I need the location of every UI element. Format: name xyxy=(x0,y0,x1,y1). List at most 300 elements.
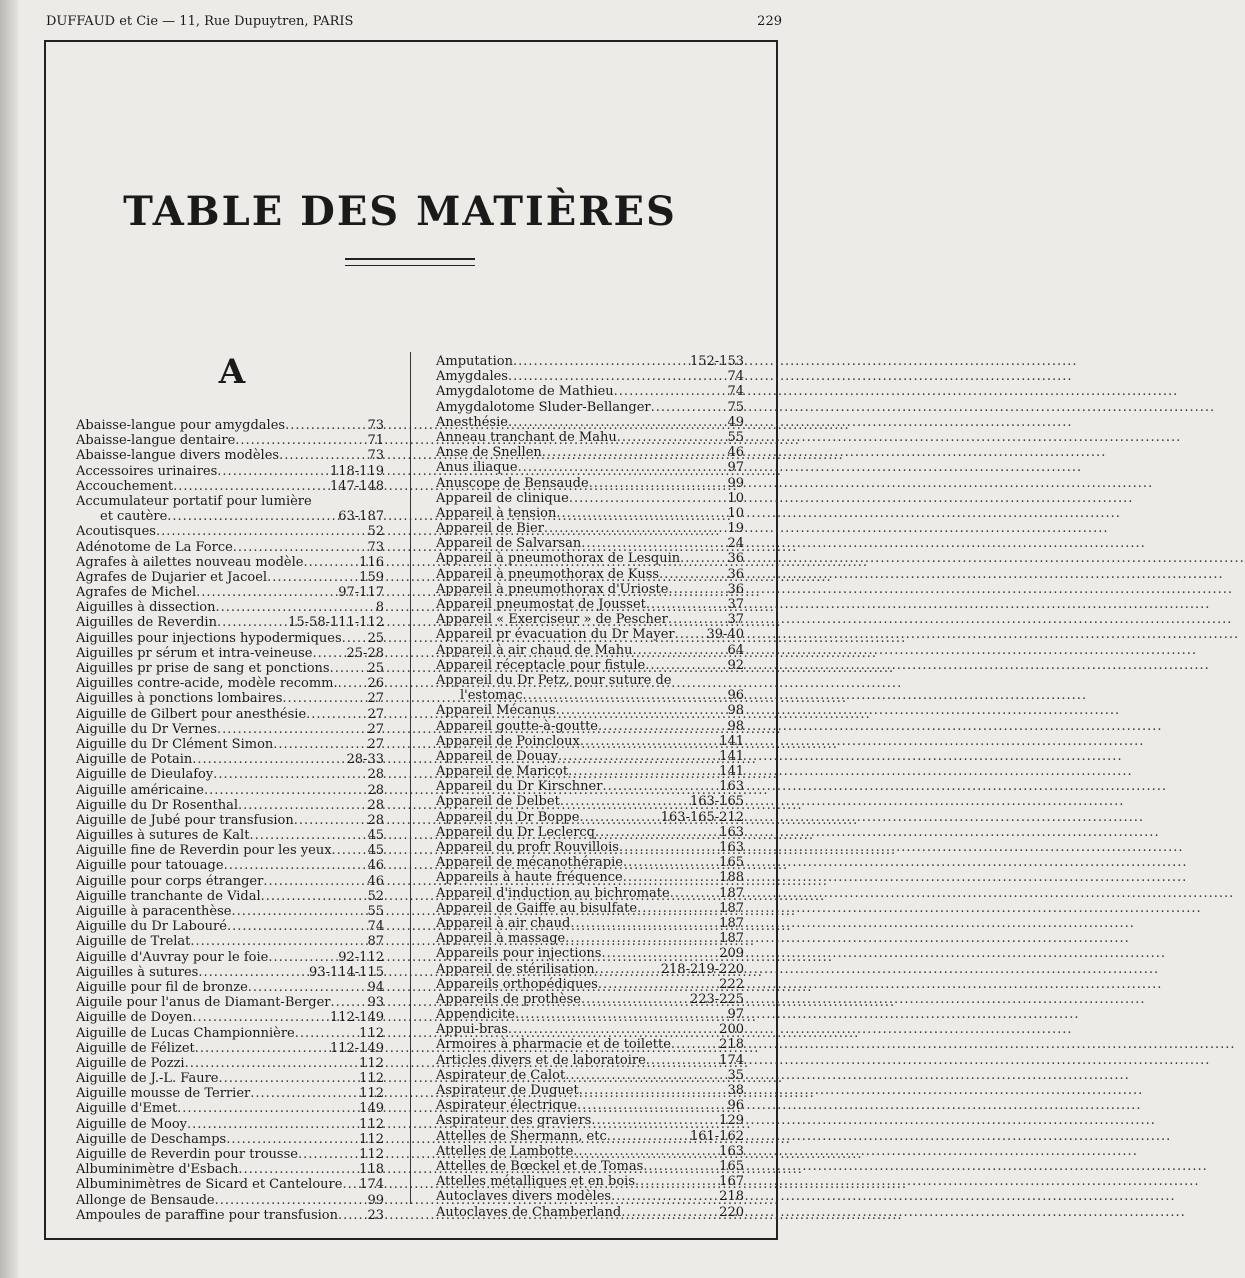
entry-page: 220 xyxy=(719,1204,744,1220)
dot-leader xyxy=(217,722,365,737)
entry-page: 174 xyxy=(359,1177,384,1193)
entry-page: 163-165 xyxy=(689,794,744,810)
index-entry xyxy=(436,901,744,916)
index-entry xyxy=(436,445,744,460)
entry-label: Aiguile pour l'anus de Diamant-Berger xyxy=(76,995,331,1011)
entry-page: 98 xyxy=(727,718,744,734)
entry-page: 93-114-115 xyxy=(309,964,384,980)
index-entry xyxy=(76,1117,384,1132)
entry-page: 15-58-111-112 xyxy=(288,615,384,631)
entry-page: 159 xyxy=(359,569,384,585)
index-entry xyxy=(436,719,744,734)
dot-leader xyxy=(250,1086,357,1101)
index-entry xyxy=(436,886,744,901)
dot-leader xyxy=(238,1162,357,1177)
index-entry xyxy=(76,980,384,995)
dot-leader xyxy=(577,1098,726,1113)
dot-leader xyxy=(231,904,365,919)
entry-page: 118-119 xyxy=(329,463,384,479)
entry-label: Appareil d'induction au bichromate xyxy=(436,885,670,901)
dot-leader xyxy=(217,615,286,630)
entry-label: Aiguille de Lucas Championnière xyxy=(76,1025,295,1041)
dot-leader xyxy=(611,1189,717,1204)
entry-label: Aiguille pour fil de bronze xyxy=(76,979,248,995)
entry-page: 141 xyxy=(719,764,744,780)
entry-label: Aspirateur électrique xyxy=(436,1098,577,1114)
index-entry xyxy=(76,828,384,843)
index-entry xyxy=(76,798,384,813)
entry-label: Appareil Mécanus xyxy=(436,703,556,719)
index-entry xyxy=(76,418,384,433)
index-entry xyxy=(76,524,384,539)
entry-page: 19 xyxy=(727,521,744,537)
entry-label: Amputation xyxy=(436,354,513,369)
entry-page: 98 xyxy=(727,703,744,719)
index-entry xyxy=(76,1193,384,1208)
index-entry xyxy=(76,919,384,934)
entry-page: 96 xyxy=(727,1098,744,1114)
index-entry xyxy=(436,521,744,536)
dot-leader xyxy=(579,1083,726,1098)
index-entry xyxy=(76,691,384,706)
dot-leader xyxy=(192,752,344,767)
entry-page: 97 xyxy=(727,1007,744,1023)
dot-leader xyxy=(185,1056,358,1071)
entry-label: Appareil de Delbet xyxy=(436,794,560,810)
entry-page: 87 xyxy=(367,934,384,950)
index-entry xyxy=(436,779,744,794)
entry-page: 94 xyxy=(367,979,384,995)
dot-leader xyxy=(518,460,726,475)
index-entry xyxy=(436,1159,744,1174)
entry-label: Appareil pneumostat de Jousset xyxy=(436,597,646,612)
entry-page: 71 xyxy=(367,433,384,449)
entry-label: Articles divers et de laboratoire xyxy=(436,1052,646,1068)
entry-label: Anus iliaque xyxy=(436,460,518,476)
entry-page: 174 xyxy=(719,1052,744,1068)
index-entry xyxy=(76,1056,384,1071)
entry-page: 27 xyxy=(367,706,384,722)
entry-label: Armoires à pharmacie et de toilette xyxy=(436,1037,671,1053)
entry-label: Aiguilles à ponctions lombaires xyxy=(76,691,283,707)
entry-page: 28 xyxy=(367,782,384,798)
entry-label: Appareil à pneumothorax de Kuss xyxy=(436,566,660,582)
entry-page: 25 xyxy=(367,661,384,676)
index-entry xyxy=(436,673,744,688)
entry-page: 38 xyxy=(727,1083,744,1098)
entry-page: 74 xyxy=(727,384,744,400)
entry-page: 112 xyxy=(359,1025,384,1041)
entry-page: 73 xyxy=(367,418,384,433)
entry-page: 74 xyxy=(367,919,384,935)
dot-leader xyxy=(227,919,366,934)
index-entry xyxy=(76,1177,384,1192)
dot-leader xyxy=(215,1193,366,1208)
index-entry xyxy=(76,661,384,676)
entry-label: Appareils orthopédiques xyxy=(436,976,598,992)
entry-page: 25-28 xyxy=(346,645,384,661)
dot-leader xyxy=(513,354,688,369)
index-entry xyxy=(436,1083,744,1098)
entry-label: Abaisse-langue pour amygdales xyxy=(76,418,286,433)
entry-label: Appareil du Dr Leclercq xyxy=(436,824,596,840)
entry-label: Appareil du Dr Kirschner xyxy=(436,779,603,795)
entry-page: 93 xyxy=(367,995,384,1011)
entry-page: 112 xyxy=(359,1131,384,1147)
index-entry xyxy=(436,612,744,627)
dot-leader xyxy=(623,870,717,885)
entry-label: Aiguille du Dr Rosenthal xyxy=(76,797,238,813)
dot-leader xyxy=(192,1010,328,1025)
dot-leader xyxy=(637,901,717,916)
index-entry xyxy=(436,597,744,612)
entry-label: Amygdales xyxy=(436,369,508,385)
entry-page: 27 xyxy=(367,721,384,737)
dot-leader xyxy=(515,1007,726,1022)
entry-label: Aiguille de Jubé pour transfusion xyxy=(76,812,294,828)
dot-leader xyxy=(342,1177,357,1192)
entry-page: 188 xyxy=(719,870,744,886)
index-entry xyxy=(436,384,744,399)
index-entry xyxy=(76,722,384,737)
index-entry xyxy=(436,1144,744,1159)
entry-label: Appareil de Douay xyxy=(436,748,559,764)
entry-page: 99 xyxy=(727,475,744,491)
index-entry xyxy=(436,794,744,809)
dot-leader xyxy=(235,433,365,448)
dot-leader xyxy=(595,825,717,840)
index-entry xyxy=(436,1022,744,1037)
dot-leader xyxy=(643,1159,717,1174)
entry-page: 23 xyxy=(367,1207,384,1223)
dot-leader xyxy=(671,1037,717,1052)
dot-leader xyxy=(651,400,726,415)
index-column-left xyxy=(76,418,384,1223)
index-entry xyxy=(76,783,384,798)
index-entry xyxy=(76,1147,384,1162)
entry-label: Amygdalotome de Mathieu xyxy=(436,384,614,400)
entry-label: Appareils de prothèse xyxy=(436,991,581,1007)
index-entry xyxy=(76,1101,384,1116)
entry-page: 73 xyxy=(367,539,384,555)
index-entry xyxy=(76,1071,384,1086)
entry-label: Aiguilles à sutures de Kalt xyxy=(76,828,250,844)
entry-page: 97-117 xyxy=(338,585,384,601)
entry-label: Attelles de Lambotte xyxy=(436,1143,574,1159)
entry-label: Aiguilles à dissection xyxy=(76,600,216,616)
dot-leader xyxy=(226,1132,357,1147)
dot-leader xyxy=(646,1053,717,1068)
dot-leader xyxy=(306,707,365,722)
index-entry xyxy=(436,415,744,430)
dot-leader xyxy=(558,749,717,764)
dot-leader xyxy=(196,585,336,600)
entry-page: 36 xyxy=(727,581,744,597)
index-entry xyxy=(436,567,744,582)
index-entry xyxy=(76,1132,384,1147)
index-entry xyxy=(76,767,384,782)
index-entry xyxy=(76,631,384,646)
entry-page: 8 xyxy=(375,600,384,616)
publisher-line: DUFFAUD et Cie — 11, Rue Dupuytren, PARIS xyxy=(46,14,354,29)
dot-leader xyxy=(295,1026,357,1041)
index-entry xyxy=(76,464,384,479)
entry-label: Anuscope de Bensaude xyxy=(436,475,589,491)
dot-leader xyxy=(312,646,344,661)
index-entry xyxy=(436,825,744,840)
entry-label: Aiguille de Trelat xyxy=(76,934,191,950)
dot-leader xyxy=(670,886,717,901)
index-entry xyxy=(76,433,384,448)
index-entry xyxy=(436,1053,744,1068)
dot-leader xyxy=(581,536,725,551)
index-entry xyxy=(76,889,384,904)
running-header xyxy=(46,14,782,32)
dot-leader xyxy=(508,415,726,430)
index-entry xyxy=(76,934,384,949)
dot-leader xyxy=(565,1068,725,1083)
index-entry xyxy=(436,551,744,566)
entry-label: Aiguille de Dieulafoy xyxy=(76,767,214,783)
index-entry xyxy=(436,1068,744,1083)
index-entry xyxy=(76,600,384,615)
entry-label: Aiguille de J.-L. Faure xyxy=(76,1071,219,1087)
entry-label: Appareils à haute fréquence xyxy=(436,870,623,886)
index-entry xyxy=(436,582,744,597)
entry-page: 92-112 xyxy=(338,949,384,965)
dot-leader xyxy=(659,567,725,582)
dot-leader xyxy=(544,521,726,536)
entry-label: Ampoules de paraffine pour transfusion xyxy=(76,1207,338,1223)
entry-label: Attelles de Shermann, etc xyxy=(436,1128,607,1144)
entry-page: 63-187 xyxy=(338,509,384,525)
index-entry xyxy=(436,870,744,885)
entry-label: Aiguille de Gilbert pour anesthésie xyxy=(76,706,307,722)
entry-label: Appareil du profr Rouvillois xyxy=(436,840,619,855)
entry-page: 37 xyxy=(727,597,744,612)
entry-page: 28 xyxy=(367,767,384,783)
index-entry xyxy=(436,658,744,673)
dot-leader xyxy=(668,582,725,597)
entry-page: 163 xyxy=(719,1143,744,1159)
entry-label: Aiguille de Félizet xyxy=(76,1040,195,1056)
entry-label: Appendicite xyxy=(436,1007,515,1023)
entry-page: 167 xyxy=(719,1174,744,1190)
dot-leader xyxy=(342,631,366,646)
dot-leader xyxy=(224,858,366,873)
index-entry xyxy=(436,1129,744,1144)
entry-page: 112 xyxy=(359,1147,384,1162)
index-entry xyxy=(436,1037,744,1052)
dot-leader xyxy=(249,828,365,843)
entry-label: Aiguille du Dr Clément Simon xyxy=(76,736,274,752)
entry-page: 35 xyxy=(727,1067,744,1083)
index-entry xyxy=(436,430,744,445)
entry-label: Aiguilles pr prise de sang et ponctions xyxy=(76,661,330,676)
entry-label: Aiguille tranchante de Vidal xyxy=(76,888,261,904)
entry-page: 112 xyxy=(359,1071,384,1087)
entry-label: Appareil de clinique xyxy=(436,490,569,506)
entry-page: 200 xyxy=(719,1022,744,1038)
entry-page: 37 xyxy=(727,612,744,628)
index-entry xyxy=(76,646,384,661)
index-entry xyxy=(436,400,744,415)
dot-leader xyxy=(338,1208,365,1223)
dot-leader xyxy=(579,810,658,825)
dot-leader xyxy=(248,980,366,995)
entry-page: 152-153 xyxy=(689,354,744,369)
entry-page: 163 xyxy=(719,840,744,855)
entry-page: 223-225 xyxy=(689,991,744,1007)
dot-leader xyxy=(173,479,328,494)
entry-page: 28 xyxy=(367,812,384,828)
entry-label: Aiguille de Pozzi xyxy=(76,1055,185,1071)
entry-label: Appareil à pneumothorax d'Urioste xyxy=(436,581,669,597)
entry-page: 28-33 xyxy=(346,752,384,768)
index-entry xyxy=(436,810,744,825)
index-entry xyxy=(436,506,744,521)
entry-label: Aiguille d'Auvray pour le foie xyxy=(76,949,269,965)
index-entry xyxy=(76,585,384,600)
entry-page: 99 xyxy=(367,1192,384,1208)
index-entry xyxy=(436,1007,744,1022)
index-entry xyxy=(76,1026,384,1041)
dot-leader xyxy=(338,676,366,691)
entry-page: 112 xyxy=(359,1116,384,1132)
index-entry xyxy=(436,992,744,1007)
index-entry xyxy=(76,813,384,828)
dot-leader xyxy=(607,1129,688,1144)
dot-leader xyxy=(167,509,336,524)
entry-label: Abaisse-langue divers modèles xyxy=(76,448,280,464)
dot-leader xyxy=(303,555,357,570)
index-entry xyxy=(436,369,744,384)
entry-page: 218 xyxy=(719,1189,744,1205)
entry-page: 28 xyxy=(367,797,384,813)
entry-label: Agrafes de Michel xyxy=(76,585,197,601)
entry-label: Aspirateur de Duguet xyxy=(436,1083,579,1098)
entry-label: Appareil du Dr Boppe xyxy=(436,809,580,825)
entry-label: Appareil à pneumothorax de Lesquin xyxy=(436,551,681,567)
dot-leader xyxy=(523,688,726,703)
entry-label: Aiguille de Potain xyxy=(76,752,193,768)
entry-page: 222 xyxy=(719,976,744,992)
entry-page: 112-149 xyxy=(329,1010,384,1026)
entry-page: 55 xyxy=(727,429,744,445)
index-entry xyxy=(436,946,744,961)
entry-label: Appareil de Gaiffe au bisulfate xyxy=(436,900,638,916)
index-entry xyxy=(436,476,744,491)
index-entry xyxy=(76,1162,384,1177)
index-entry xyxy=(76,752,384,767)
entry-page: 27 xyxy=(367,736,384,752)
dot-leader xyxy=(331,995,366,1010)
dot-leader xyxy=(298,1147,357,1162)
page-title: TABLE DES MATIÈRES xyxy=(123,188,677,235)
entry-label: Appareil de mécanothérapie xyxy=(436,855,623,871)
dot-leader xyxy=(556,703,726,718)
dot-leader xyxy=(190,934,365,949)
index-entry xyxy=(436,931,744,946)
entry-label: Aiguille de Reverdin pour trousse xyxy=(76,1147,298,1162)
entry-label: Aiguilles pr sérum et intra-veineuse xyxy=(76,645,313,661)
entry-label: Aiguille du Dr Vernes xyxy=(76,721,217,737)
entry-label: Aiguille de Deschamps xyxy=(76,1131,227,1147)
entry-label: Appareil pr évacuation du Dr Mayer xyxy=(436,627,675,643)
dot-leader xyxy=(330,661,366,676)
dot-leader xyxy=(217,464,328,479)
index-entry xyxy=(76,1041,384,1056)
entry-page: 161-162 xyxy=(689,1128,744,1144)
dot-leader xyxy=(635,1174,717,1189)
entry-label: Accumulateur portatif pour lumière xyxy=(76,493,312,509)
dot-leader xyxy=(177,1101,357,1116)
entry-label: Albuminimètres de Sicard et Canteloure xyxy=(76,1177,343,1193)
entry-page: 218 xyxy=(719,1037,744,1053)
dot-leader xyxy=(621,1205,717,1220)
index-entry xyxy=(76,479,384,494)
entry-label: Appareil de stérilisation xyxy=(436,961,595,977)
entry-page: 163-165-212 xyxy=(660,809,744,825)
entry-page: 64 xyxy=(727,642,744,658)
entry-page: 10 xyxy=(727,490,744,506)
entry-page: 45 xyxy=(367,843,384,859)
dot-leader xyxy=(569,491,726,506)
entry-label: Appareil réceptacle pour fistule xyxy=(436,657,646,673)
entry-label: Appareil à air chaud xyxy=(436,915,571,931)
entry-page: 116 xyxy=(359,554,384,570)
entry-page: 97 xyxy=(727,460,744,476)
entry-page: 147-148 xyxy=(329,478,384,494)
index-entry xyxy=(76,448,384,463)
entry-page: 165 xyxy=(719,1158,744,1174)
entry-page: 209 xyxy=(719,946,744,962)
entry-label: Aiguille de Mooy xyxy=(76,1116,187,1132)
entry-page: 27 xyxy=(367,691,384,707)
dot-leader xyxy=(279,448,365,463)
entry-label: Anesthésie xyxy=(436,414,508,430)
index-entry xyxy=(436,1098,744,1113)
entry-label: Anneau tranchant de Mahu xyxy=(436,429,617,445)
entry-page: 26 xyxy=(367,676,384,692)
dot-leader xyxy=(233,540,366,555)
entry-page: 112 xyxy=(359,1086,384,1102)
index-entry xyxy=(436,627,744,642)
index-entry xyxy=(436,1205,744,1220)
entry-label: Aiguilles pour injections hypodermiques xyxy=(76,630,342,646)
dot-leader xyxy=(273,737,365,752)
dot-leader xyxy=(617,430,726,445)
dot-leader xyxy=(238,798,365,813)
dot-leader xyxy=(215,600,373,615)
dot-leader xyxy=(632,643,725,658)
entry-label: Agrafes de Dujarier et Jacoel xyxy=(76,569,268,585)
dot-leader xyxy=(595,962,659,977)
entry-page: 46 xyxy=(727,445,744,461)
entry-page: 112 xyxy=(359,1055,384,1071)
dot-leader xyxy=(591,1113,717,1128)
entry-page: 36 xyxy=(727,551,744,567)
index-entry xyxy=(76,1010,384,1025)
index-entry xyxy=(76,494,384,509)
entry-page: 46 xyxy=(367,858,384,874)
dot-leader xyxy=(645,658,725,673)
entry-label: Appareil de Salvarsan xyxy=(436,536,582,552)
entry-label: Aiguille pour tatouage xyxy=(76,858,224,874)
dot-leader xyxy=(581,992,688,1007)
index-entry xyxy=(76,555,384,570)
entry-page: 149 xyxy=(359,1101,384,1117)
